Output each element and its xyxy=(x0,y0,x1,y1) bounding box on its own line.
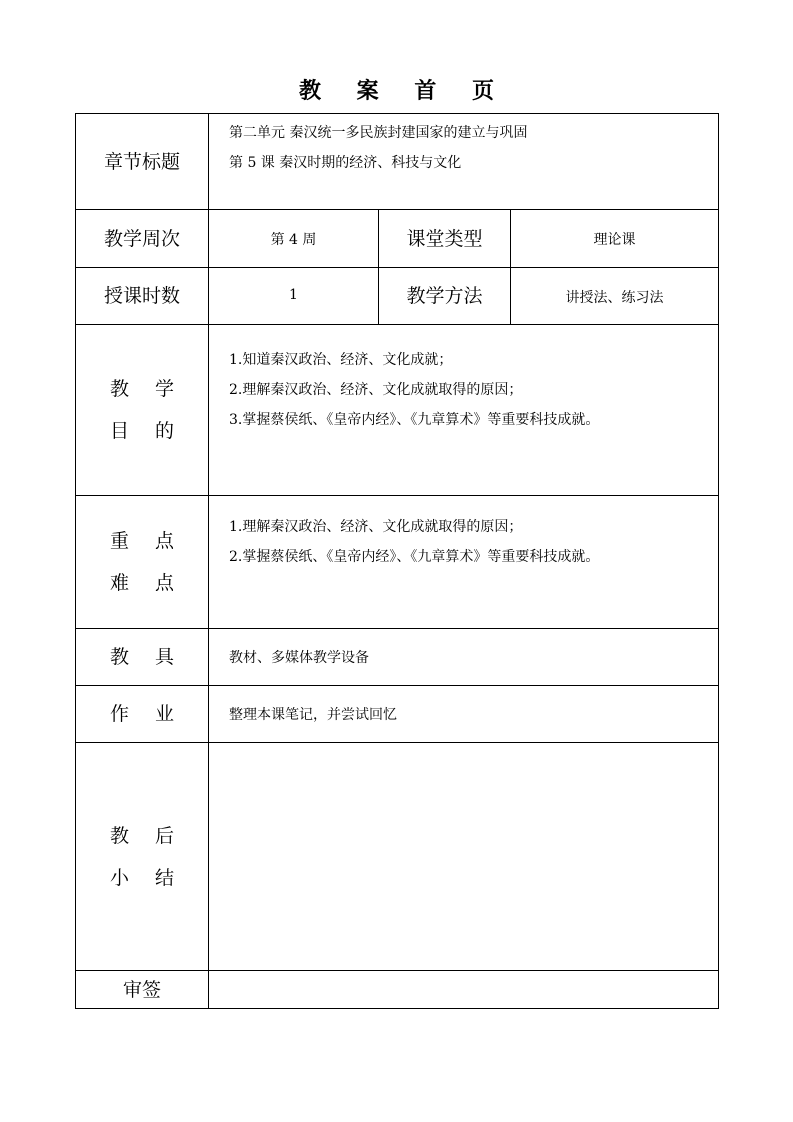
key-points-value xyxy=(209,496,719,629)
objectives-value xyxy=(209,325,719,496)
chapter-unit-line: 第二单元 秦汉统一多民族封建国家的建立与巩固 xyxy=(229,125,528,141)
key-points-row xyxy=(76,496,719,629)
objectives-label xyxy=(76,325,209,496)
hours-value: 1 xyxy=(209,268,379,325)
hours-row xyxy=(76,268,719,325)
week-row xyxy=(76,210,719,268)
key-point-item: 2.掌握蔡侯纸、《皇帝内经》、《九章算术》等重要科技成就。 xyxy=(229,549,600,565)
objectives-label-line1: 教 学 xyxy=(109,378,185,400)
chapter-label: 章节标题 xyxy=(76,114,209,210)
homework-row xyxy=(76,686,719,743)
class-type-label: 课堂类型 xyxy=(379,210,511,268)
review-value[interactable] xyxy=(209,971,719,1009)
lesson-plan-table xyxy=(75,113,719,1009)
method-value: 讲授法、练习法 xyxy=(511,268,719,325)
homework-label: 作 业 xyxy=(76,686,209,743)
objective-item: 1.知道秦汉政治、经济、文化成就； xyxy=(229,352,453,368)
review-row xyxy=(76,971,719,1009)
objectives-row xyxy=(76,325,719,496)
key-points-label-line2: 难 点 xyxy=(109,572,185,594)
chapter-value xyxy=(209,114,719,210)
objectives-label-line2: 目 的 xyxy=(109,420,185,442)
week-value: 第 4 周 xyxy=(209,210,379,268)
key-point-item: 1.理解秦汉政治、经济、文化成就取得的原因； xyxy=(229,519,523,535)
tools-value: 教材、多媒体教学设备 xyxy=(209,629,719,686)
homework-value: 整理本课笔记，并尝试回忆 xyxy=(209,686,719,743)
summary-row xyxy=(76,743,719,971)
chapter-row xyxy=(76,114,719,210)
method-label: 教学方法 xyxy=(379,268,511,325)
chapter-lesson-line: 第 5 课 秦汉时期的经济、科技与文化 xyxy=(229,155,462,171)
review-label: 审签 xyxy=(76,971,209,1009)
tools-label: 教 具 xyxy=(76,629,209,686)
class-type-value: 理论课 xyxy=(511,210,719,268)
summary-label xyxy=(76,743,209,971)
summary-label-line1: 教 后 xyxy=(109,824,185,847)
key-points-label xyxy=(76,496,209,629)
week-label: 教学周次 xyxy=(76,210,209,268)
objective-item: 2.理解秦汉政治、经济、文化成就取得的原因； xyxy=(229,382,523,398)
objective-item: 3.掌握蔡侯纸、《皇帝内经》、《九章算术》等重要科技成就。 xyxy=(229,412,600,428)
page-title: 教 案 首 页 xyxy=(299,78,508,104)
summary-label-line2: 小 结 xyxy=(109,866,185,889)
summary-value[interactable] xyxy=(209,743,719,971)
hours-label: 授课时数 xyxy=(76,268,209,325)
key-points-label-line1: 重 点 xyxy=(109,530,185,552)
tools-row xyxy=(76,629,719,686)
